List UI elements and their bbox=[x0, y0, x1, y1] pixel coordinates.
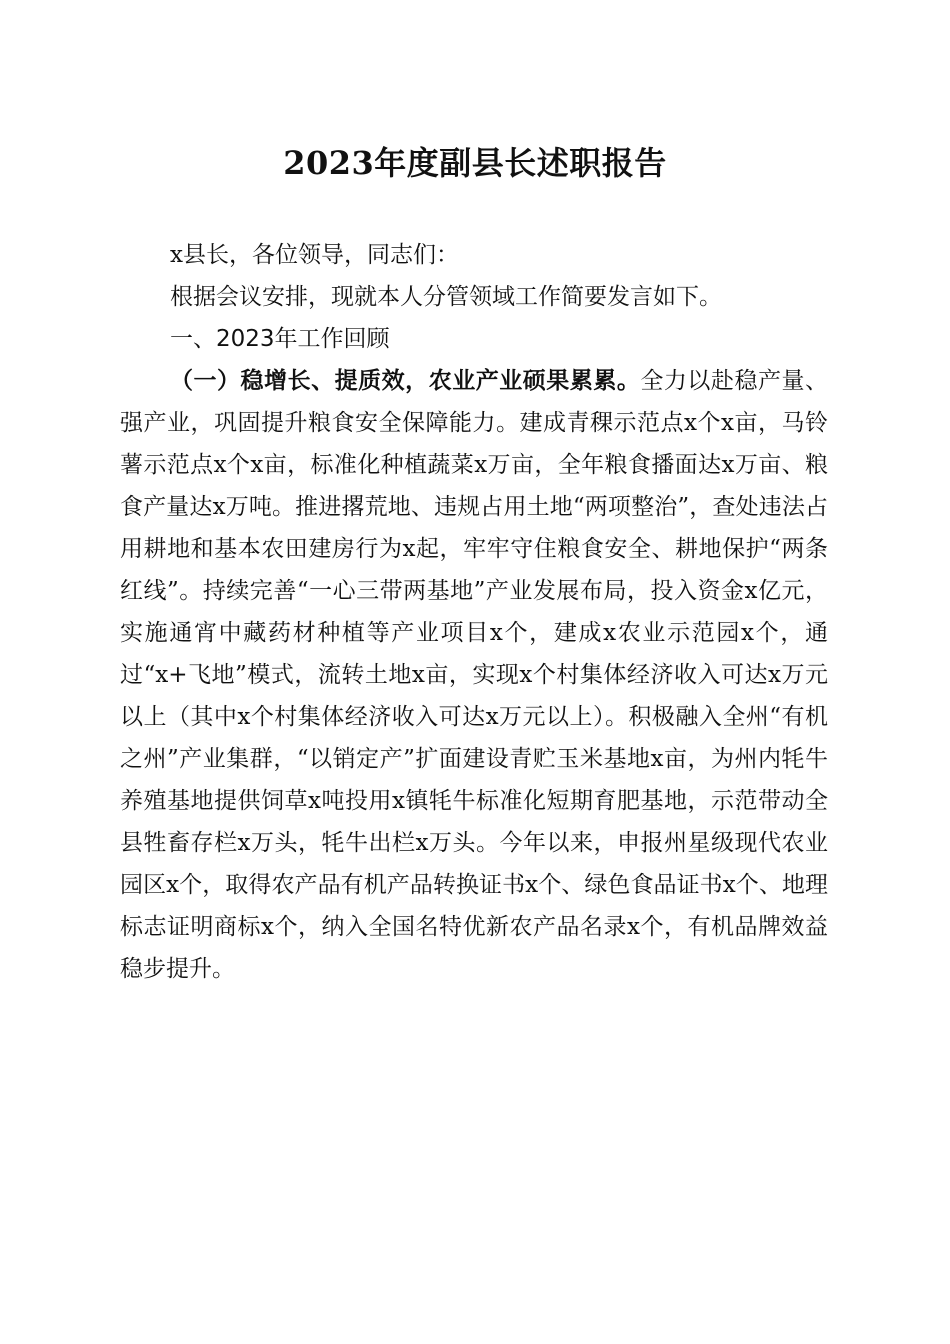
document-title: 2023年度副县长述职报告 bbox=[283, 144, 667, 182]
subsection-body: 全力以赴稳产量、强产业，巩固提升粮食安全保障能力。建成青稞示范点x个x亩，马铃薯示范点x个x亩，标准化种植蔬菜x万亩，全年粮食播面达x万亩、粮食产量达x万吨。推进撂荒地、违规占用土地“两项整治”，查处违法占用耕地和基本农田建房行为x起，牢牢守住粮食安全、耕地保护“两条红线”。持续完善“一心三带两基地”产业发展布局，投入资金x亿元，实施通宵中藏药材种植等产业项目x个，建成x农业示范园x个，通过“x+飞地”模式，流转土地x亩，实现x个村集体经济收入可达x万元以上（其中x个村集体经济收入可达x万元以上）。积极融入全州“有机之州”产业集群，“以销定产”扩面建设青贮玉米基地x亩，为州内牦牛养殖基地提供饲草x吨投用x镇牦牛标准化短期育肥基地，示范带动全县牲畜存栏x万头，牦牛出栏x万头。今年以来，申报州星级现代农业园区x个，取得农产品有机产品转换证书x个、绿色食品证书x个、地理标志证明商标x个，纳入全国名特优新农产品名录x个，有机品牌效益稳步提升。 bbox=[120, 368, 829, 982]
subsection-paragraph bbox=[120, 360, 828, 990]
document-body bbox=[120, 234, 828, 990]
subsection-lead: （一）稳增长、提质效，农业产业硕果累累。 bbox=[170, 367, 641, 394]
salutation: x县长，各位领导，同志们： bbox=[170, 242, 459, 268]
section-heading: 一、2023年工作回顾 bbox=[170, 326, 390, 352]
intro-paragraph: 根据会议安排，现就本人分管领域工作简要发言如下。 bbox=[170, 284, 722, 310]
